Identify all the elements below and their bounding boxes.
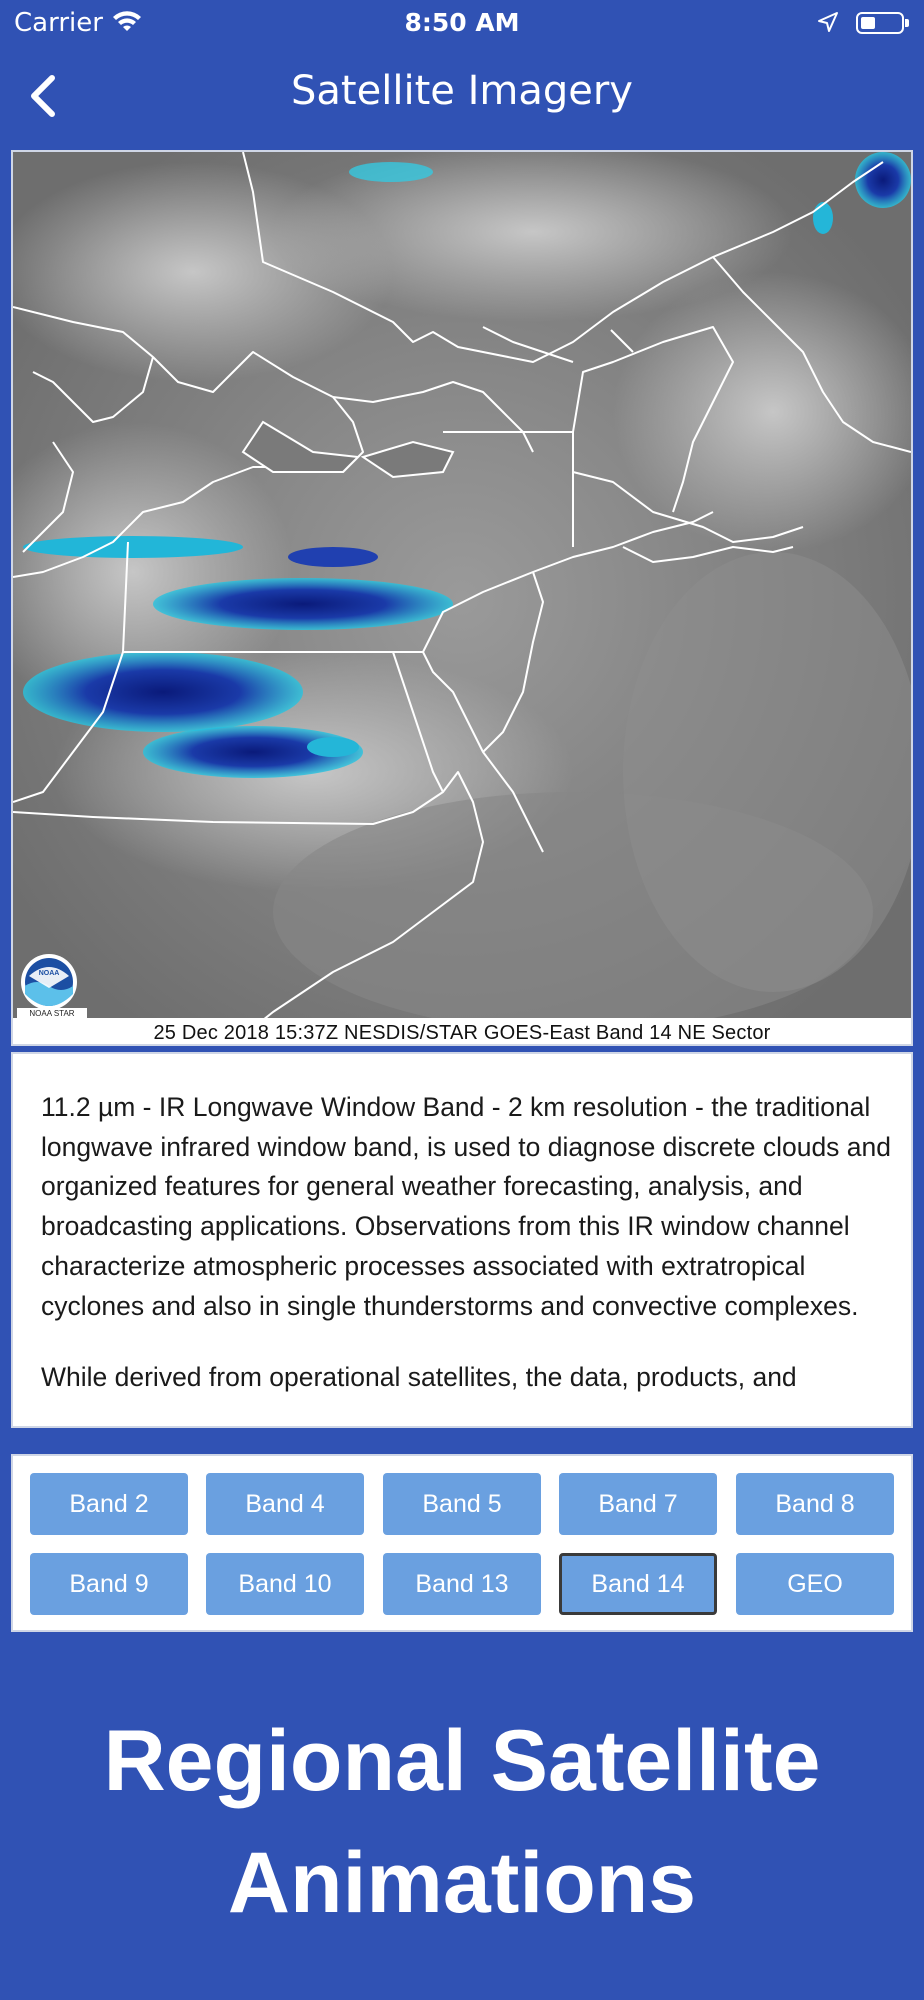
band-4-button[interactable]: Band 4 <box>206 1473 364 1535</box>
svg-text:NOAA: NOAA <box>38 970 60 977</box>
navigation-bar <box>0 48 924 144</box>
band-7-button[interactable]: Band 7 <box>559 1473 717 1535</box>
band-2-button[interactable]: Band 2 <box>30 1473 188 1535</box>
band-9-button[interactable]: Band 9 <box>30 1553 188 1615</box>
location-arrow-icon <box>816 10 840 41</box>
band-description <box>41 1088 893 1428</box>
noaa-logo <box>17 952 87 1018</box>
band-selector <box>11 1454 913 1632</box>
carrier-label: Carrier <box>14 8 103 38</box>
page-title: Satellite Imagery <box>291 68 633 114</box>
band-5-button[interactable]: Band 5 <box>383 1473 541 1535</box>
promo-line-1: Regional Satellite <box>103 1713 821 1809</box>
geo-button[interactable]: GEO <box>736 1553 894 1615</box>
satellite-image <box>13 152 911 1044</box>
clock: 8:50 AM <box>404 8 520 37</box>
image-caption: 25 Dec 2018 15:37Z NESDIS/STAR GOES-East Band 14 NE Sector <box>13 1018 911 1044</box>
battery-icon <box>856 12 904 34</box>
status-bar <box>0 0 924 48</box>
description-paragraph: 11.2 µm - IR Longwave Window Band - 2 km resolution - the traditional longwave infrared window band, is used to diagnose discrete clouds and organized features for general weather forecasting, analysis, and broadcasting applications. Observations from this IR window channel characterize atmospheric processes associated with extratropical cyclones and also in single thunderstorms and convective complexes. <box>41 1092 892 1321</box>
promo-headline <box>0 1700 924 1944</box>
band-13-button[interactable]: Band 13 <box>383 1553 541 1615</box>
description-paragraph: While derived from operational satellites, the data, products, and <box>41 1362 797 1393</box>
band-14-button[interactable]: Band 14 <box>559 1553 717 1615</box>
band-description-panel[interactable] <box>11 1052 913 1428</box>
svg-text:NOAA STAR: NOAA STAR <box>29 1009 75 1018</box>
satellite-image-panel <box>11 150 913 1046</box>
band-10-button[interactable]: Band 10 <box>206 1553 364 1615</box>
promo-line-2: Animations <box>227 1835 697 1931</box>
band-8-button[interactable]: Band 8 <box>736 1473 894 1535</box>
